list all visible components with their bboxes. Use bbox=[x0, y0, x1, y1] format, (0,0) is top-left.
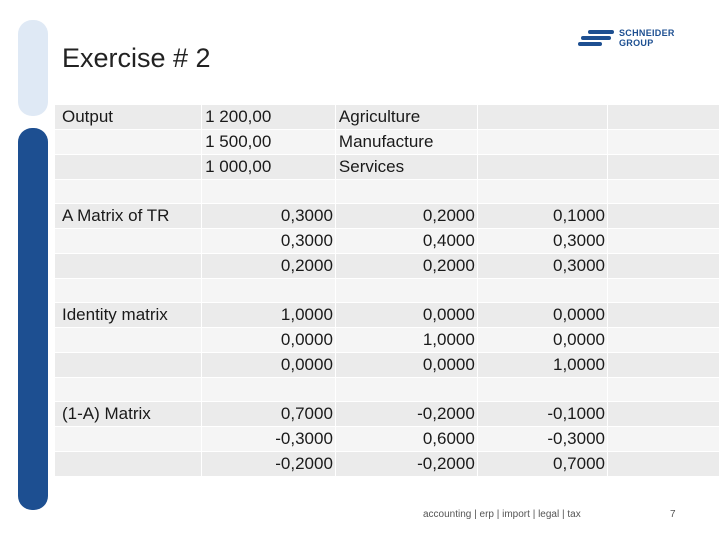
table-cell: 0,4000 bbox=[335, 229, 477, 254]
row-label: Identity matrix bbox=[55, 303, 202, 328]
row-label bbox=[55, 130, 202, 155]
table-row bbox=[55, 378, 720, 402]
table-cell: 0,0000 bbox=[335, 303, 477, 328]
page-number: 7 bbox=[670, 509, 676, 520]
table-cell: -0,1000 bbox=[477, 402, 607, 427]
table-cell bbox=[335, 378, 477, 402]
table-cell: 1 000,00 bbox=[202, 155, 336, 180]
table-cell: 0,2000 bbox=[202, 254, 336, 279]
table-cell: 0,2000 bbox=[335, 204, 477, 229]
table-row bbox=[55, 229, 720, 254]
table-cell: -0,3000 bbox=[477, 427, 607, 452]
table-cell: 1,0000 bbox=[335, 328, 477, 353]
table-cell bbox=[608, 204, 720, 229]
table-cell bbox=[202, 180, 336, 204]
row-label bbox=[55, 353, 202, 378]
table-cell bbox=[608, 155, 720, 180]
row-label bbox=[55, 155, 202, 180]
table-cell: 0,1000 bbox=[477, 204, 607, 229]
decorative-bar-top bbox=[18, 20, 48, 116]
table-cell bbox=[202, 279, 336, 303]
table-cell bbox=[608, 353, 720, 378]
table-cell bbox=[608, 402, 720, 427]
table-cell: 0,3000 bbox=[202, 229, 336, 254]
table-cell bbox=[608, 254, 720, 279]
table-cell bbox=[608, 180, 720, 204]
table-row bbox=[55, 353, 720, 378]
table-cell: 0,0000 bbox=[202, 328, 336, 353]
table-cell: -0,2000 bbox=[335, 452, 477, 477]
row-label bbox=[55, 328, 202, 353]
table-cell bbox=[608, 279, 720, 303]
table-row bbox=[55, 303, 720, 328]
logo-line-1: SCHNEIDER bbox=[619, 28, 675, 38]
table-cell bbox=[608, 378, 720, 402]
table-cell bbox=[202, 378, 336, 402]
table-row bbox=[55, 427, 720, 452]
table-cell bbox=[477, 378, 607, 402]
table-cell: 1,0000 bbox=[202, 303, 336, 328]
table-cell: 0,7000 bbox=[477, 452, 607, 477]
table-row bbox=[55, 279, 720, 303]
table-row bbox=[55, 105, 720, 130]
logo-text bbox=[619, 28, 675, 48]
table-cell: -0,3000 bbox=[202, 427, 336, 452]
table-cell: 0,0000 bbox=[202, 353, 336, 378]
logo-line-2: GROUP bbox=[619, 38, 654, 48]
table-cell: 0,0000 bbox=[477, 303, 607, 328]
table-cell bbox=[608, 452, 720, 477]
slide-title: Exercise # 2 bbox=[62, 43, 211, 73]
row-label bbox=[55, 452, 202, 477]
table-cell bbox=[608, 105, 720, 130]
table-cell: 0,3000 bbox=[477, 229, 607, 254]
schneider-group-logo bbox=[578, 28, 688, 50]
table-row bbox=[55, 402, 720, 427]
footer-links: accounting | erp | import | legal | tax bbox=[423, 509, 581, 520]
table-row bbox=[55, 180, 720, 204]
table-cell: Agriculture bbox=[335, 105, 477, 130]
table-cell bbox=[477, 155, 607, 180]
table-row bbox=[55, 254, 720, 279]
table-cell bbox=[335, 180, 477, 204]
row-label bbox=[55, 279, 202, 303]
decorative-bar-main bbox=[18, 128, 48, 510]
table-cell: 0,6000 bbox=[335, 427, 477, 452]
table-cell bbox=[608, 328, 720, 353]
table-cell: 1,0000 bbox=[477, 353, 607, 378]
table-cell: Manufacture bbox=[335, 130, 477, 155]
table-cell bbox=[608, 229, 720, 254]
table-cell: 0,3000 bbox=[477, 254, 607, 279]
table-row bbox=[55, 155, 720, 180]
table-cell: Services bbox=[335, 155, 477, 180]
table-cell: -0,2000 bbox=[202, 452, 336, 477]
table-cell: 1 500,00 bbox=[202, 130, 336, 155]
row-label bbox=[55, 254, 202, 279]
row-label bbox=[55, 229, 202, 254]
row-label bbox=[55, 378, 202, 402]
row-label: Output bbox=[55, 105, 202, 130]
table-row bbox=[55, 204, 720, 229]
table-cell: 1 200,00 bbox=[202, 105, 336, 130]
table-cell bbox=[608, 130, 720, 155]
table-cell bbox=[477, 180, 607, 204]
row-label: A Matrix of TR bbox=[55, 204, 202, 229]
table-cell: -0,2000 bbox=[335, 402, 477, 427]
row-label bbox=[55, 427, 202, 452]
row-label bbox=[55, 180, 202, 204]
table-cell: 0,2000 bbox=[335, 254, 477, 279]
table-cell: 0,7000 bbox=[202, 402, 336, 427]
table-cell bbox=[477, 130, 607, 155]
table-cell bbox=[608, 427, 720, 452]
table-row bbox=[55, 452, 720, 477]
table-cell bbox=[477, 105, 607, 130]
table-cell bbox=[477, 279, 607, 303]
table-row bbox=[55, 130, 720, 155]
table-row bbox=[55, 328, 720, 353]
table-cell: 0,3000 bbox=[202, 204, 336, 229]
exercise-table bbox=[54, 104, 720, 477]
row-label: (1-A) Matrix bbox=[55, 402, 202, 427]
table-cell: 0,0000 bbox=[477, 328, 607, 353]
logo-stripes-icon bbox=[578, 30, 614, 46]
table-cell bbox=[608, 303, 720, 328]
table-cell bbox=[335, 279, 477, 303]
table-cell: 0,0000 bbox=[335, 353, 477, 378]
